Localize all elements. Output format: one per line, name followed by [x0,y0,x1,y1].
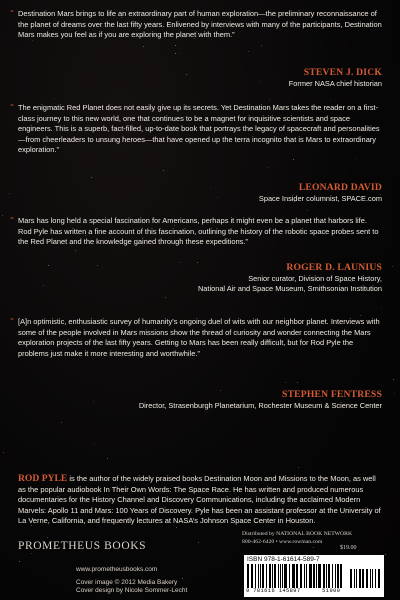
star [75,250,76,251]
star [381,307,382,308]
star [393,379,394,380]
distributor-line: Distributed by NATIONAL BOOK NETWORK [242,531,353,537]
quote-author-role: Space Insider columnist, SPACE.com [258,194,382,203]
barcode-bar [262,564,264,588]
star [43,285,44,286]
barcode-bar [272,564,273,588]
isbn-addon-digits: 51900 [322,588,341,594]
star [307,210,308,211]
barcode-addon-bar [375,569,376,588]
star [285,382,286,383]
author-name: ROD PYLE [18,473,68,484]
star [97,265,98,266]
star [392,266,393,267]
star [360,315,361,316]
star [19,561,20,562]
quote-attribution-1 [289,67,382,89]
quote-mark-icon: “ [10,9,15,18]
distribution-info [242,531,353,545]
quote-text: Mars has long held a special fascination for Americans, perhaps it might even be a planet that harbors life. Rod Pyle has written a fine account of this fascination, outlining the history of the robotic space probes sent to the Red Planet and the knowledge gained through these expeditions.” [18,216,379,247]
barcode-bar [255,564,256,588]
quote-author: ROGER D. LAUNIUS [286,262,382,273]
star [267,167,268,168]
barcode-bar [340,564,342,588]
star [330,100,331,101]
star [91,177,92,178]
barcode-bar [323,564,325,588]
star [107,458,108,459]
quote-mark-icon: “ [10,103,15,112]
isbn-digits-main: 9 781616 145897 [246,588,301,594]
barcode-addon-bar [366,569,368,588]
barcode-bar [284,564,287,588]
quote-author: STEPHEN FENTRESS [282,389,382,400]
star [356,158,357,159]
barcode-bar [266,564,267,588]
barcode-addon-bar [356,569,357,588]
quote-author: STEVEN J. DICK [303,67,382,78]
star [175,45,176,46]
star [9,193,10,194]
star [313,547,314,548]
star [48,265,49,266]
star [176,527,177,528]
cover-design-credit: Cover design by Nicole Sommer-Lecht [76,587,188,595]
star [175,53,176,54]
barcode-addon-bar [370,569,371,588]
quote-attribution-2 [259,182,382,204]
barcode-addon-bar [362,569,364,588]
publisher-website: www.prometheusbooks.com [76,566,158,573]
star [31,553,32,554]
publisher-logo: PROMETHEUS BOOKS [18,540,147,552]
quote-author-role: Senior curator, Division of Space History, [248,274,382,283]
quote-attribution-3 [198,262,382,294]
star [143,46,144,47]
star [54,98,55,99]
star [248,51,249,52]
quote-author-role: Former NASA chief historian [288,79,382,88]
star [293,159,294,160]
star [179,53,180,54]
barcode-bar [332,564,333,588]
barcode-bar [251,564,253,588]
star [163,170,164,171]
isbn-label: ISBN 978-1-61614-589-7 [247,556,320,563]
cover-image-credit: Cover image © 2012 Media Bakery [76,579,178,586]
quote-text: Destination Mars brings to life an extraordinary part of human exploration—the preliminary reconnaissance of the planet of dreams over the last fifty years. Enlivened by interviews with many of the participants, Destination Mars makes you feel as if you are exploring the planet with them.” [18,9,382,40]
barcode-addon-bar [378,569,380,588]
author-bio-text: is the author of the widely praised books Destination Moon and Missions to the Moon, as well as the popular audiobook In Their Own Words: The Space Race. He has written and produced numerous documentaries for the History Channel and Discovery Communications, including the acclaimed Modern Marvels: Apollo 11 and Mars: 100 Years of Discovery. Pyle has been an assistant professor at the University of La Verne, California, and frequently lectures at NASA’s Johnson Space Center in Houston. [18,474,381,526]
star [210,188,211,189]
barcode-bar [269,564,271,588]
barcode-bar [326,564,327,588]
quote-4 [10,317,382,359]
barcode-bar [328,564,330,588]
star [2,215,3,216]
barcode-bar [300,564,302,588]
distributor-contact: 800-462-6420 • www.rowman.com [242,539,323,545]
quote-text: The enigmatic Red Planet does not easily give up its secrets. Yet Destination Mars takes the reader on a first-class journey to this new world, one that continues to be a magnet for inquisitive scientists and space engineers. This is a superb, fact-filled, up-to-date book that portrays the legacy of spacecraft and personalities—from cheerleaders to unsung heroes—that have opened up the terra incognito that is Mars to extraordinary exploration.” [18,103,380,155]
star [3,452,4,453]
star [179,262,180,263]
barcode-bar [274,564,276,588]
author-bio [18,474,382,527]
quote-2 [10,103,382,156]
quote-3 [10,216,382,248]
barcode-bar [278,564,279,588]
quote-text: [A]n optimistic, enthusiastic survey of humanity’s ongoing duel of wits with our neighbor planet. Interviews with some of the people involved in Mars missions show the thread of curiosity and wonder connecting the Mars exploration projects of the last fifty years. Getting to Mars has been really difficult, but for Rod Pyle the problems just make it more interesting and worthwhile.” [18,317,380,358]
barcode-bar [309,564,312,588]
star [269,100,270,101]
barcode-bar [306,564,307,588]
star [217,197,218,198]
barcode-bar [304,564,305,588]
barcode-bar [337,564,339,588]
cover-credits [76,579,187,595]
star [94,444,95,445]
barcode-bar [260,564,261,588]
isbn-digits [246,588,340,594]
isbn-barcode [244,555,384,597]
star [61,422,62,423]
star [198,542,199,543]
price-label: $19.00 [340,545,357,551]
star [259,81,260,82]
barcode-bar [335,564,336,588]
barcode-bar [296,564,298,588]
star [93,401,94,402]
barcode-bar [292,564,295,588]
quote-mark-icon: “ [10,216,15,225]
barcode-bars-icon [246,564,382,588]
quote-author-role: Director, Strasenburgh Planetarium, Rochester Museum & Science Center [138,401,382,410]
quote-attribution-4 [139,389,382,411]
barcode-addon-bar [350,569,352,588]
barcode-bar [282,564,283,588]
quote-1 [10,9,382,41]
quote-author: LEONARD DAVID [298,182,382,193]
star [165,297,166,298]
barcode-addon-bar [372,569,373,588]
quote-author-role: National Air and Space Museum, Smithsonian Institution [197,284,382,293]
barcode-bar [289,564,290,588]
quote-mark-icon: “ [10,317,15,326]
star [297,382,298,383]
barcode-addon-bar [359,569,361,588]
barcode-bar [258,564,259,588]
barcode-bar [247,564,249,588]
barcode-bar [316,564,317,588]
barcode-bar [318,564,321,588]
star [298,467,299,468]
star [47,537,48,538]
barcode-bar [280,564,281,588]
barcode-bar [313,564,315,588]
star [394,393,395,394]
barcode-addon-bar [354,569,355,588]
star [186,74,187,75]
star [385,554,386,555]
star [261,45,262,46]
